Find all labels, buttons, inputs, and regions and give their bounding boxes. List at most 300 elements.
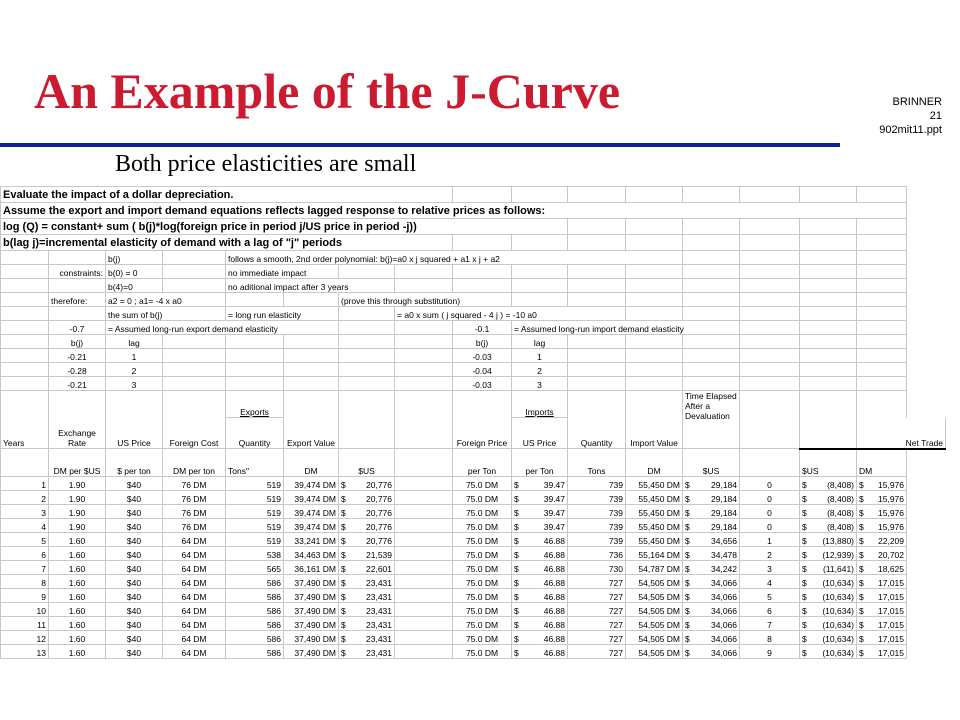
cell-value: 34,066 [711, 619, 738, 630]
export-lag-j: 3 [106, 377, 163, 391]
cell-quantity: 565 [226, 560, 284, 574]
cell-foreign-price: 75.0 DM [453, 588, 512, 602]
cell-value: 34,066 [711, 633, 738, 644]
cell-value: (12,939) [822, 549, 855, 560]
cell-import-value-dm: 55,450 DM [626, 518, 683, 532]
cell-net-trade-us [800, 490, 857, 504]
currency-symbol: $ [341, 549, 346, 560]
cell-export-value-dm: 33,241 DM [284, 532, 339, 546]
cell-import-value-us [683, 644, 740, 658]
cell-quantity: 586 [226, 588, 284, 602]
cell-value: 34,066 [711, 577, 738, 588]
import-elasticity-value: -0.1 [453, 321, 512, 335]
cell-value: 23,431 [366, 633, 393, 644]
cell-quantity: 519 [226, 476, 284, 490]
cell-import-value-us [683, 588, 740, 602]
currency-symbol: $ [685, 479, 690, 490]
cell-import-value-us [683, 490, 740, 504]
cell-foreign-price: 75.0 DM [453, 532, 512, 546]
cell-foreign-price: 75.0 DM [453, 560, 512, 574]
exports-section-label [226, 391, 284, 418]
unit-dm: DM [284, 449, 339, 477]
table-row [1, 546, 946, 560]
cell-foreign-cost: 76 DM [163, 504, 226, 518]
cell-value: 15,976 [878, 493, 905, 504]
cell-net-trade-us [800, 574, 857, 588]
export-lag-j: 2 [106, 363, 163, 377]
brand-line: 21 [929, 110, 942, 122]
export-lag-j: 1 [106, 349, 163, 363]
cell-time-elapsed: 0 [740, 504, 800, 518]
col-header-foreign-cost: Foreign Cost [163, 418, 226, 449]
cell-value: (10,634) [822, 633, 855, 644]
cell-exchange-rate: 1.60 [49, 644, 106, 658]
cell-export-value-us [339, 560, 395, 574]
cell-quantity: 519 [226, 504, 284, 518]
cell-time-elapsed: 0 [740, 518, 800, 532]
cell-value: (8,408) [827, 493, 855, 504]
cell-quantity: 586 [226, 574, 284, 588]
currency-symbol: $ [514, 619, 519, 630]
cell-us-price-2 [512, 532, 568, 546]
cell-year: 2 [1, 490, 49, 504]
cell-us-price: $40 [106, 546, 163, 560]
import-lag-b: -0.03 [453, 377, 512, 391]
slide-brand [879, 95, 942, 137]
cell-import-value-dm: 55,450 DM [626, 476, 683, 490]
currency-symbol: $ [685, 605, 690, 616]
cell-quantity-2: 727 [568, 588, 626, 602]
cell-year: 10 [1, 602, 49, 616]
cell-year: 8 [1, 574, 49, 588]
cell-foreign-price: 75.0 DM [453, 490, 512, 504]
cell-export-value-us [339, 574, 395, 588]
cell-net-trade-us [800, 518, 857, 532]
export-elasticity-desc: = Assumed long-run export demand elasticity [106, 321, 339, 335]
cell-value: 17,015 [878, 619, 905, 630]
cell-net-trade-us [800, 560, 857, 574]
cell-value: 20,776 [366, 479, 393, 490]
currency-symbol: $ [514, 493, 519, 504]
cell-exchange-rate: 1.60 [49, 602, 106, 616]
cell-us-price: $40 [106, 630, 163, 644]
cell-us-price: $40 [106, 490, 163, 504]
currency-symbol: $ [685, 633, 690, 644]
export-elasticity-value: -0.7 [49, 321, 106, 335]
cell-time-elapsed: 9 [740, 644, 800, 658]
currency-symbol: $ [341, 479, 346, 490]
cell-exchange-rate: 1.90 [49, 518, 106, 532]
cell-value: 21,539 [366, 549, 393, 560]
cell-us-price-2 [512, 574, 568, 588]
cell-exchange-rate: 1.60 [49, 630, 106, 644]
cell-us-price: $40 [106, 504, 163, 518]
cell-value: (8,408) [827, 507, 855, 518]
cell-value: 23,431 [366, 577, 393, 588]
cell-value: 29,184 [711, 493, 738, 504]
cell-value: (13,880) [822, 535, 855, 546]
table-row [1, 532, 946, 546]
currency-symbol: $ [802, 647, 807, 658]
cell-quantity-2: 739 [568, 532, 626, 546]
unit-dm-3: DM [857, 449, 907, 477]
cell-foreign-price: 75.0 DM [453, 574, 512, 588]
cell-time-elapsed: 0 [740, 490, 800, 504]
cell-foreign-cost: 76 DM [163, 476, 226, 490]
cell-us-price-2 [512, 560, 568, 574]
currency-symbol: $ [802, 493, 807, 504]
cell-foreign-cost: 64 DM [163, 602, 226, 616]
cell-net-trade-dm [857, 518, 907, 532]
cell-quantity-2: 727 [568, 630, 626, 644]
currency-symbol: $ [802, 633, 807, 644]
cell-import-value-dm: 54,505 DM [626, 644, 683, 658]
cell-export-value-dm: 39,474 DM [284, 490, 339, 504]
cell-us-price-2 [512, 504, 568, 518]
cell-foreign-cost: 64 DM [163, 574, 226, 588]
currency-symbol: $ [341, 493, 346, 504]
cell-import-value-us [683, 630, 740, 644]
unit-per-ton: per Ton [453, 449, 512, 477]
import-lag-b: -0.03 [453, 349, 512, 363]
cell-foreign-price: 75.0 DM [453, 518, 512, 532]
cell-net-trade-dm [857, 476, 907, 490]
cell-value: (10,634) [822, 591, 855, 602]
note-b4-desc: no aditional impact after 3 years [226, 279, 395, 293]
table-row [1, 560, 946, 574]
cell-foreign-cost: 76 DM [163, 518, 226, 532]
import-lag-header-lag: lag [512, 335, 568, 349]
cell-value: 20,702 [878, 549, 905, 560]
cell-import-value-us [683, 476, 740, 490]
note-therefore-label: therefore: [49, 293, 106, 307]
currency-symbol: $ [802, 535, 807, 546]
cell-exchange-rate: 1.60 [49, 532, 106, 546]
currency-symbol: $ [685, 493, 690, 504]
cell-quantity-2: 727 [568, 602, 626, 616]
cell-export-value-us [339, 546, 395, 560]
cell-import-value-dm: 54,505 DM [626, 588, 683, 602]
import-lag-b: -0.04 [453, 363, 512, 377]
currency-symbol: $ [685, 521, 690, 532]
unit-tons-2: Tons [568, 449, 626, 477]
cell-import-value-us [683, 504, 740, 518]
cell-import-value-dm: 54,505 DM [626, 574, 683, 588]
import-elasticity-desc: = Assumed long-run import demand elasticity [512, 321, 740, 335]
currency-symbol: $ [802, 507, 807, 518]
cell-us-price-2 [512, 588, 568, 602]
currency-symbol: $ [514, 507, 519, 518]
cell-import-value-us [683, 574, 740, 588]
cell-us-price: $40 [106, 602, 163, 616]
table-row [1, 644, 946, 658]
cell-export-value-dm: 37,490 DM [284, 616, 339, 630]
cell-export-value-dm: 39,474 DM [284, 518, 339, 532]
elasticity-rows [1, 321, 946, 391]
cell-us-price-2 [512, 518, 568, 532]
cell-net-trade-us [800, 644, 857, 658]
cell-value: 22,209 [878, 535, 905, 546]
cell-import-value-dm: 55,164 DM [626, 546, 683, 560]
cell-import-value-us [683, 532, 740, 546]
unit-usd-3: $US [800, 449, 857, 477]
currency-symbol: $ [341, 577, 346, 588]
cell-net-trade-us [800, 616, 857, 630]
cell-us-price-2 [512, 630, 568, 644]
cell-foreign-price: 75.0 DM [453, 644, 512, 658]
data-rows [1, 476, 946, 658]
cell-value: 39.47 [543, 507, 566, 518]
currency-symbol: $ [514, 549, 519, 560]
table-row [1, 490, 946, 504]
currency-symbol: $ [859, 577, 864, 588]
cell-value: (8,408) [827, 521, 855, 532]
brand-line: 902mit11.ppt [879, 124, 942, 136]
cell-export-value-us [339, 518, 395, 532]
currency-symbol: $ [859, 521, 864, 532]
cell-value: 34,066 [711, 605, 738, 616]
note-sum-bj: the sum of b(j) [106, 307, 226, 321]
currency-symbol: $ [514, 605, 519, 616]
cell-value: 20,776 [366, 493, 393, 504]
cell-quantity: 586 [226, 602, 284, 616]
cell-value: 17,015 [878, 591, 905, 602]
currency-symbol: $ [685, 507, 690, 518]
cell-import-value-dm: 54,787 DM [626, 560, 683, 574]
currency-symbol: $ [685, 577, 690, 588]
cell-quantity-2: 727 [568, 574, 626, 588]
cell-exchange-rate: 1.90 [49, 504, 106, 518]
unit-tons: Tons" [226, 449, 284, 477]
currency-symbol: $ [859, 633, 864, 644]
cell-net-trade-dm [857, 504, 907, 518]
header-rows [1, 391, 946, 477]
intro-line: Evaluate the impact of a dollar depreciation. [1, 187, 395, 203]
cell-time-elapsed: 6 [740, 602, 800, 616]
cell-foreign-cost: 64 DM [163, 630, 226, 644]
currency-symbol: $ [685, 535, 690, 546]
cell-value: 15,976 [878, 521, 905, 532]
currency-symbol: $ [859, 507, 864, 518]
cell-us-price-2 [512, 546, 568, 560]
cell-net-trade-dm [857, 490, 907, 504]
cell-us-price-2 [512, 644, 568, 658]
cell-net-trade-dm [857, 616, 907, 630]
cell-quantity: 586 [226, 630, 284, 644]
cell-value: 39.47 [543, 479, 566, 490]
cell-year: 12 [1, 630, 49, 644]
cell-quantity-2: 736 [568, 546, 626, 560]
table-row [1, 574, 946, 588]
col-header-import-value: Import Value [626, 418, 683, 449]
cell-exchange-rate: 1.60 [49, 588, 106, 602]
cell-export-value-us [339, 630, 395, 644]
cell-value: 17,015 [878, 577, 905, 588]
cell-quantity: 519 [226, 532, 284, 546]
currency-symbol: $ [685, 563, 690, 574]
cell-year: 6 [1, 546, 49, 560]
cell-year: 1 [1, 476, 49, 490]
cell-value: 39.47 [543, 521, 566, 532]
import-lag-j: 3 [512, 377, 568, 391]
cell-value: 17,015 [878, 647, 905, 658]
cell-import-value-dm: 54,505 DM [626, 616, 683, 630]
note-b0: b(0) = 0 [106, 265, 163, 279]
col-header-us-price: US Price [106, 418, 163, 449]
brand-line: BRINNER [892, 96, 942, 108]
col-header-quantity: Quantity [226, 418, 284, 449]
note-prove: (prove this through substitution) [339, 293, 512, 307]
cell-value: 17,015 [878, 633, 905, 644]
currency-symbol: $ [859, 605, 864, 616]
cell-foreign-cost: 64 DM [163, 532, 226, 546]
cell-value: 34,478 [711, 549, 738, 560]
cell-value: 29,184 [711, 521, 738, 532]
note-b0-desc: no immediate impact [226, 265, 339, 279]
cell-value: 15,976 [878, 479, 905, 490]
cell-value: (11,641) [822, 563, 855, 574]
cell-value: 46.88 [543, 647, 566, 658]
note-long-run: = long run elasticity [226, 307, 339, 321]
cell-foreign-price: 75.0 DM [453, 616, 512, 630]
cell-value: 20,776 [366, 507, 393, 518]
cell-value: 17,015 [878, 605, 905, 616]
cell-quantity: 519 [226, 518, 284, 532]
cell-value: 34,242 [711, 563, 738, 574]
import-lag-j: 1 [512, 349, 568, 363]
cell-value: 46.88 [543, 535, 566, 546]
cell-net-trade-dm [857, 588, 907, 602]
cell-value: 46.88 [543, 619, 566, 630]
cell-import-value-us [683, 560, 740, 574]
table-row [1, 616, 946, 630]
cell-foreign-cost: 64 DM [163, 560, 226, 574]
currency-symbol: $ [802, 549, 807, 560]
col-header-years: Years [1, 418, 49, 449]
cell-net-trade-us [800, 504, 857, 518]
note-bj: b(j) [106, 251, 163, 265]
net-trade-header: Net Trade [857, 418, 946, 449]
note-therefore-eq: a2 = 0 ; a1= -4 x a0 [106, 293, 226, 307]
cell-net-trade-dm [857, 630, 907, 644]
cell-export-value-us [339, 476, 395, 490]
currency-symbol: $ [802, 479, 807, 490]
currency-symbol: $ [859, 619, 864, 630]
cell-export-value-dm: 34,463 DM [284, 546, 339, 560]
cell-foreign-cost: 64 DM [163, 546, 226, 560]
cell-year: 13 [1, 644, 49, 658]
cell-time-elapsed: 8 [740, 630, 800, 644]
unit-dm-per-ton: DM per ton [163, 449, 226, 477]
cell-value: 20,776 [366, 535, 393, 546]
cell-export-value-dm: 37,490 DM [284, 574, 339, 588]
imports-label: Imports [525, 407, 554, 417]
cell-import-value-dm: 55,450 DM [626, 504, 683, 518]
cell-net-trade-us [800, 532, 857, 546]
currency-symbol: $ [859, 493, 864, 504]
export-lag-header-lag: lag [106, 335, 163, 349]
cell-export-value-dm: 37,490 DM [284, 630, 339, 644]
cell-value: 39.47 [543, 493, 566, 504]
cell-value: 34,066 [711, 647, 738, 658]
cell-export-value-us [339, 644, 395, 658]
cell-quantity-2: 739 [568, 504, 626, 518]
currency-symbol: $ [341, 633, 346, 644]
cell-value: 23,431 [366, 619, 393, 630]
cell-foreign-cost: 64 DM [163, 616, 226, 630]
cell-import-value-us [683, 602, 740, 616]
cell-time-elapsed: 3 [740, 560, 800, 574]
currency-symbol: $ [514, 479, 519, 490]
cell-quantity: 586 [226, 644, 284, 658]
currency-symbol: $ [514, 563, 519, 574]
cell-quantity-2: 730 [568, 560, 626, 574]
col-header-export-value: Export Value [284, 418, 339, 449]
cell-time-elapsed: 5 [740, 588, 800, 602]
cell-value: 18,625 [878, 563, 905, 574]
cell-value: 23,431 [366, 605, 393, 616]
cell-exchange-rate: 1.90 [49, 490, 106, 504]
currency-symbol: $ [341, 619, 346, 630]
export-lag-b: -0.21 [49, 349, 106, 363]
currency-symbol: $ [802, 591, 807, 602]
intro-rows [1, 187, 946, 251]
cell-year: 9 [1, 588, 49, 602]
notes-rows [1, 251, 946, 321]
table-row [1, 630, 946, 644]
cell-time-elapsed: 4 [740, 574, 800, 588]
cell-us-price: $40 [106, 616, 163, 630]
title-underline [0, 143, 840, 147]
cell-exchange-rate: 1.90 [49, 476, 106, 490]
cell-value: 34,066 [711, 591, 738, 602]
currency-symbol: $ [859, 647, 864, 658]
cell-exchange-rate: 1.60 [49, 546, 106, 560]
unit-per-ton-2: per Ton [512, 449, 568, 477]
cell-value: (10,634) [822, 605, 855, 616]
cell-value: 46.88 [543, 563, 566, 574]
cell-us-price-2 [512, 490, 568, 504]
cell-value: 23,431 [366, 647, 393, 658]
time-elapsed-header: Time Elapsed After a Devaluation [683, 391, 740, 449]
cell-year: 7 [1, 560, 49, 574]
col-header-foreign-price: Foreign Price [453, 418, 512, 449]
cell-us-price: $40 [106, 476, 163, 490]
cell-foreign-price: 75.0 DM [453, 546, 512, 560]
cell-net-trade-us [800, 588, 857, 602]
cell-value: 29,184 [711, 479, 738, 490]
currency-symbol: $ [859, 549, 864, 560]
cell-time-elapsed: 7 [740, 616, 800, 630]
unit-usd-2: $US [683, 449, 740, 477]
cell-import-value-dm: 55,450 DM [626, 490, 683, 504]
col-header-us-price-2: US Price [512, 418, 568, 449]
cell-value: (10,634) [822, 619, 855, 630]
currency-symbol: $ [514, 633, 519, 644]
cell-import-value-dm: 54,505 DM [626, 630, 683, 644]
cell-foreign-cost: 64 DM [163, 588, 226, 602]
currency-symbol: $ [514, 647, 519, 658]
cell-quantity-2: 739 [568, 476, 626, 490]
currency-symbol: $ [514, 591, 519, 602]
currency-symbol: $ [859, 563, 864, 574]
cell-value: 46.88 [543, 605, 566, 616]
cell-us-price: $40 [106, 574, 163, 588]
cell-foreign-price: 75.0 DM [453, 602, 512, 616]
cell-quantity: 586 [226, 616, 284, 630]
cell-export-value-dm: 39,474 DM [284, 476, 339, 490]
cell-us-price: $40 [106, 518, 163, 532]
